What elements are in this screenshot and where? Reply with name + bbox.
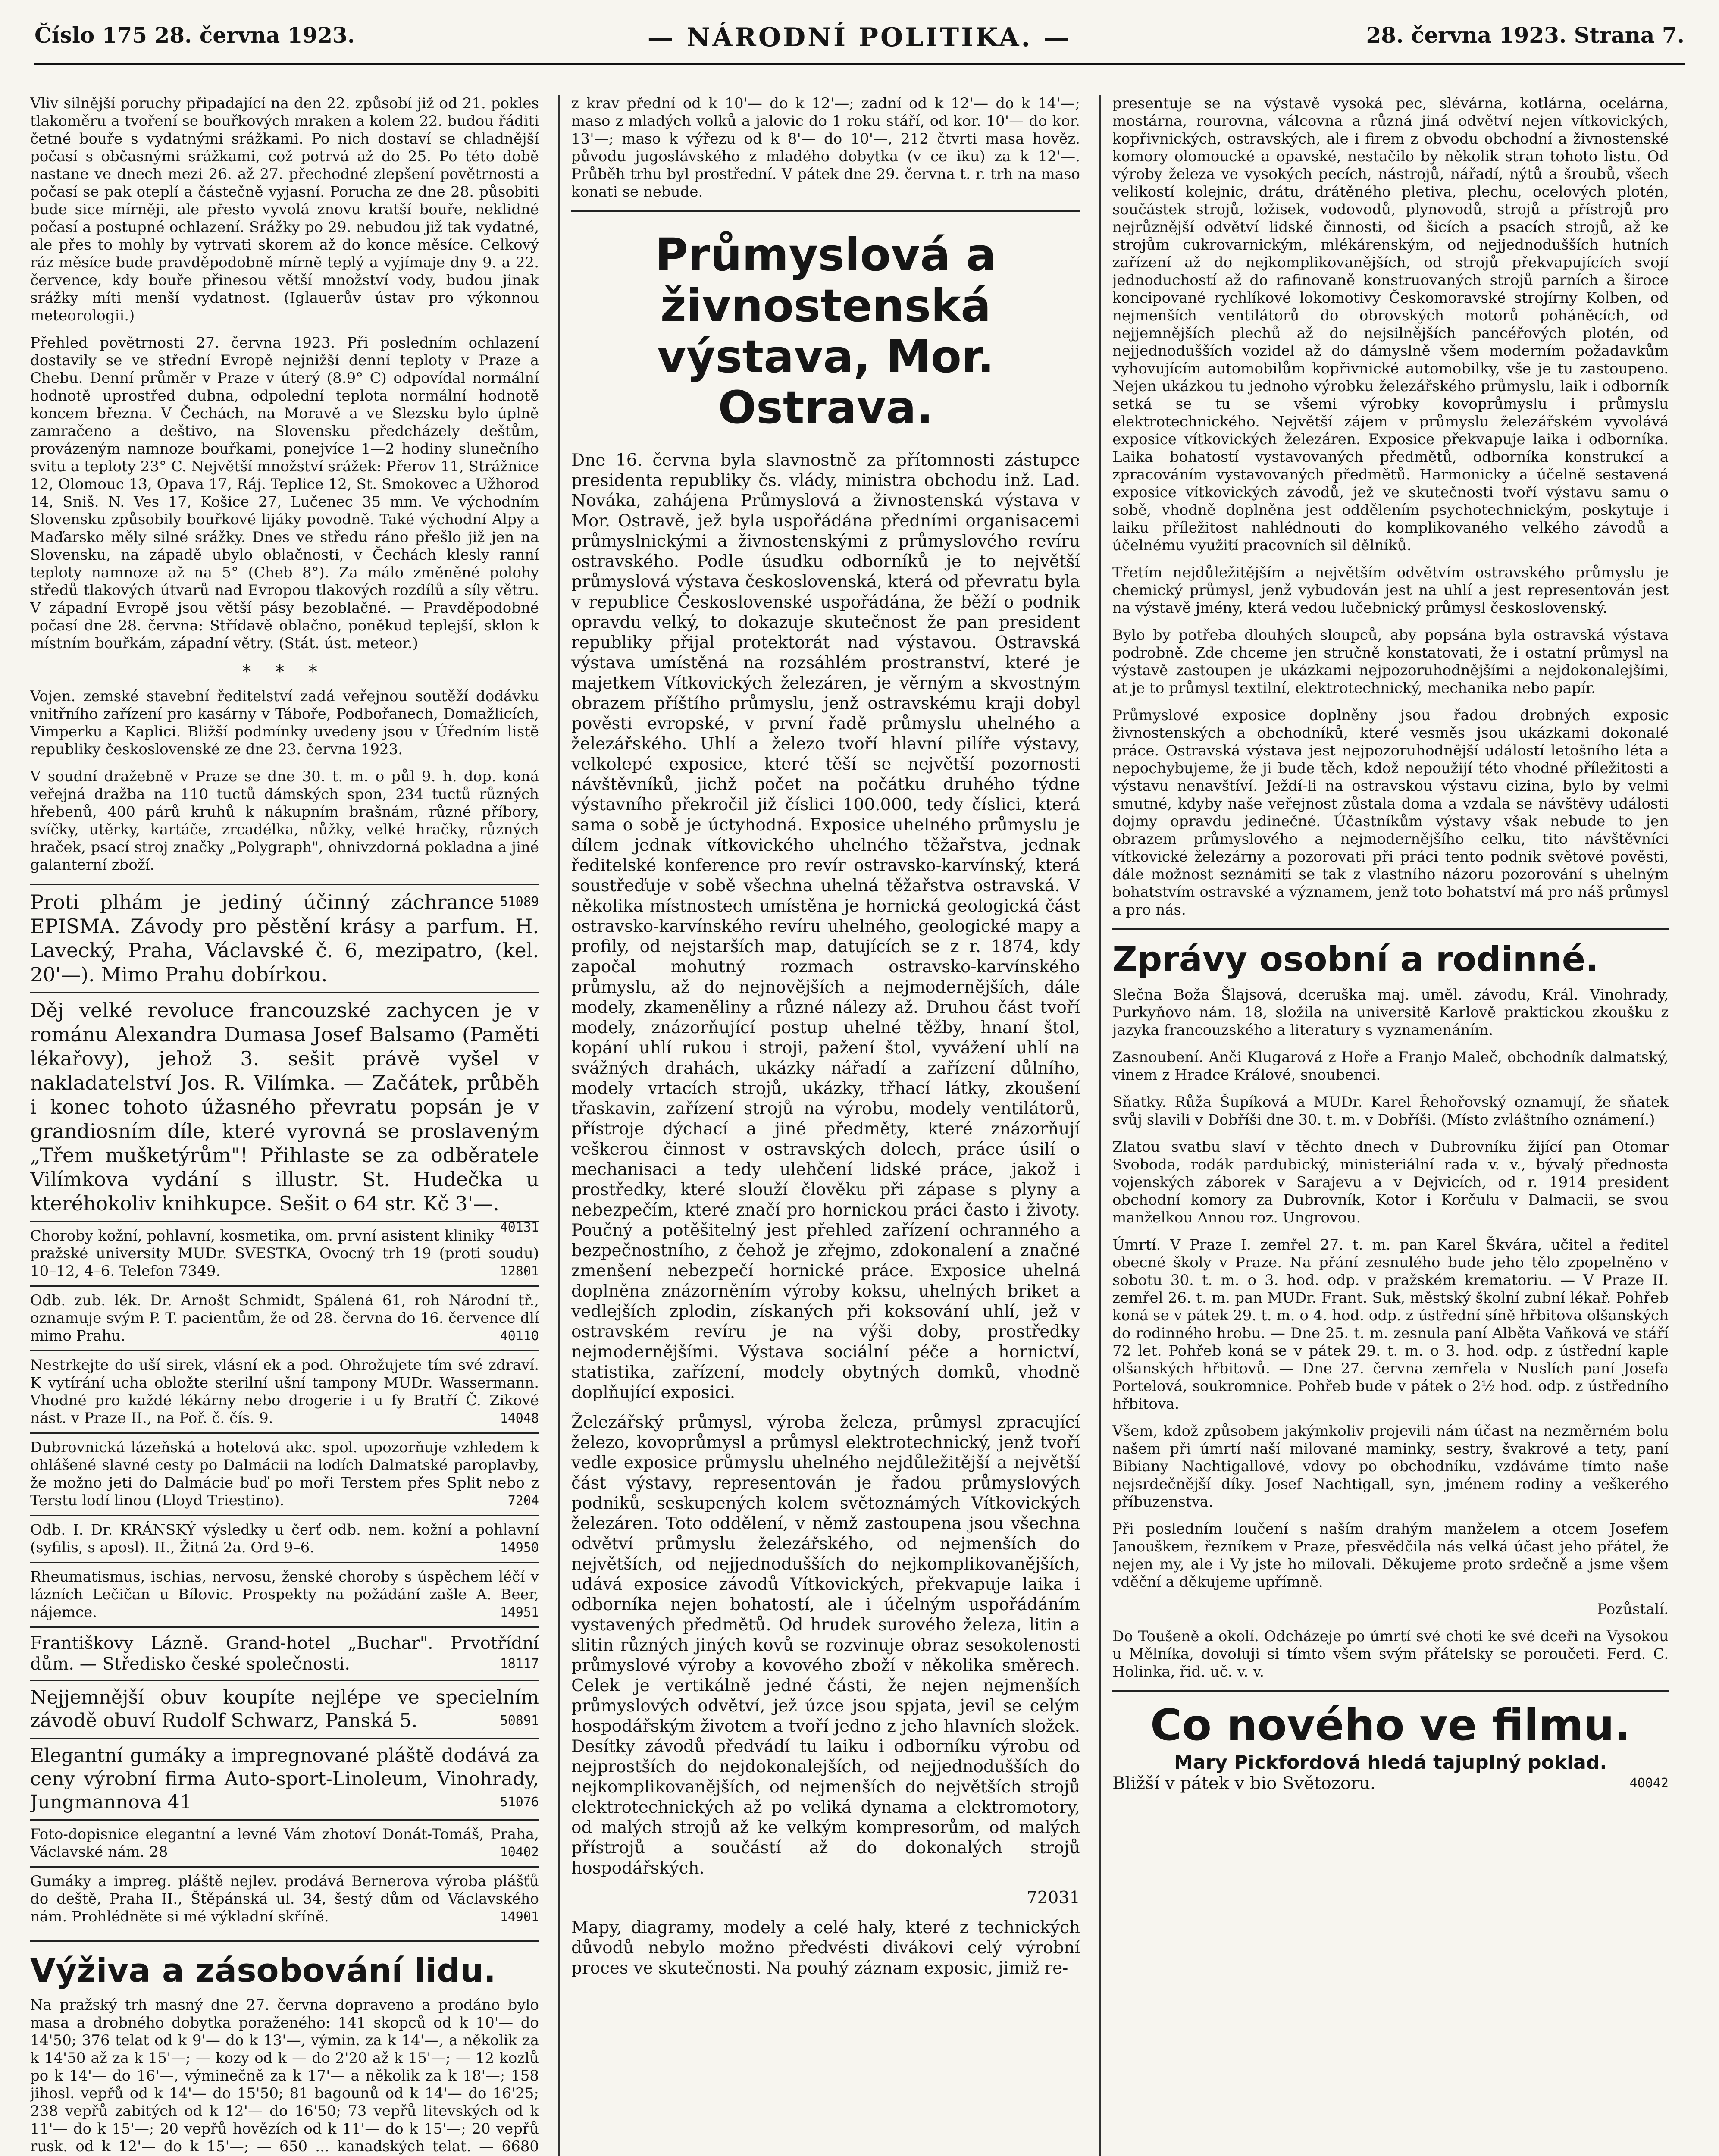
- ad-dubrovnik: [30, 1432, 539, 1515]
- ad-code: 7204: [507, 1493, 539, 1508]
- ad-rheumatism: [30, 1562, 539, 1626]
- column-3: [1112, 95, 1669, 2156]
- notice-military: Vojen. zemské stavební ředitelství zadá veřejnou soutěží dodávku vnitřního zařízení pro kasárny v Táboře, Podbořanech, Domažlicích, Vimperku a Kaplici. Bližší podmínky uvedeny jsou v Úředním listě republiky československé ze dne 23. června 1923.: [30, 688, 539, 758]
- ad-text: Rheumatismus, ischias, nervosu, ženské choroby s úspěchem léčí v lázních Lečičan u Bílovic. Prospekty na požádání zašle A. Beer, nájemce.: [30, 1568, 539, 1621]
- ad-code: 14951: [500, 1605, 539, 1620]
- ad-code: 14950: [500, 1540, 539, 1555]
- section-divider: [1112, 928, 1669, 930]
- exhibition-article-continued: Průmyslové exposice doplněny jsou řadou drobných exposic živnostenských a obchodníků, které vesměs jsou ukázkami dokonalé práce. Ostravská výstava jest nejpozoruhodnější událostí letošního léta a nepochybujeme, že ji bude těch, kdož nepoužijí této vhodné příležitosti a výstavu nenavštíví. Ježdí-li na ostravskou výstavu cizina, bylo by velmi smutné, kdyby naše veřejnost zůstala doma a vzdala se návštěvy události dojmy opravdu jedinečné. Účastníkům výstavy však nebude to jen obrazem průmyslového a nejmodernějšího celku, tito návštěvníci vítkovické železárny a pozorovati při práci tento podnik světové pověsti, dále možnost seznámiti se tak z vlastního názoru pozorování s uhelným bohatstvím ostravské a významem, jenž toto bohatství má pro náš průmysl a pro nás.: [1112, 707, 1669, 918]
- newspaper-title: — NÁRODNÍ POLITIKA. —: [647, 22, 1072, 53]
- ad-code: 14048: [500, 1411, 539, 1426]
- ad-text: Nestrkejte do uší sirek, vlásní ek a pod. Ohrožujete tím své zdraví. K vytírání ucha obložte sterilní ušní tampony MUDr. Wassermann. Vhodné pro každé lékárny nebo drogerie i u fy Bratří Č. Zikové nást. v Praze II., na Poř. č. čís. 9.: [30, 1357, 539, 1427]
- personal-signature: Pozůstalí.: [1597, 1601, 1669, 1618]
- exhibition-article-para: Mapy, diagramy, modely a celé haly, které z technických důvodů nebylo možno předvésti divákovi celý výrobní proces ve skutečnosti. Na pouhý záznam exposic, jimiž re-: [571, 1918, 1080, 1978]
- food-section-title: Výživa a zásobování lidu.: [30, 1951, 496, 1990]
- exhibition-headline: Průmyslová a živnostenská výstava, Mor. Ostrava.: [655, 229, 996, 434]
- personal-item: Zasnoubení. Anči Klugarová z Hoře a Franjo Maleč, obchodník dalmatský, vinem z Hradce Králové, snoubenci.: [1112, 1049, 1669, 1084]
- ad-code: 51076: [500, 1795, 539, 1810]
- ad-code: 40110: [500, 1329, 539, 1344]
- section-divider: [571, 210, 1080, 212]
- notice-auction: V soudní dražebně v Praze se dne 30. t. m. o půl 9. h. dop. koná veřejná dražba na 110 tuctů dámských spon, 234 tuctů různých hřebenů, 400 párů kruhů k nákupním brašnám, různé příbory, svíčky, utěrky, kartáče, zrcadélka, nůžky, velké hračky, různých hraček, psací stroj značky „Polygraph", ohnivzdorná pokladna a jiné galanterní zboží.: [30, 768, 539, 874]
- personal-item: Úmrtí. V Praze I. zemřel 27. t. m. pan Karel Škvára, učitel a ředitel obecné školy v Praze. Na přání zesnulého bude jeho tělo zpopelněno v sobotu 30. t. m. o 3. hod. odp. v pražském krematoriu. — V Praze II. zemřel 26. t. m. pan MUDr. Frant. Suk, městský školní zubní lékař. Pohřeb koná se v pátek 29. t. m. o 4. hod. odp. z ústřední síně hřbitova olšanských do rodinného hrobu. — Dne 25. t. m. zesnula paní Alběta Vaňková ve stáří 72 let. Pohřeb koná se v pátek 29. t. m. o 3. hod. odp. z ústřední kaple olšanských hřbitovů. — Dne 27. června zemřela v Nuslích paní Josefa Portelová, soukromnice. Pohřeb bude v pátek o 2½ hod. odp. z ústředního hřbitova.: [1112, 1236, 1669, 1413]
- ad-balsamo: [30, 992, 539, 1235]
- ad-ear: [30, 1350, 539, 1432]
- ad-text: Elegantní gumáky a impregnované pláště dodává za ceny výrobní firma Auto-sport-Linoleum, Vinohrady, Jungmannova 41: [30, 1745, 539, 1813]
- ad-text: Děj velké revoluce francouzské zachycen je v románu Alexandra Dumasa Josef Balsamo (Paměti lékařovy), jehož 3. sešit právě vyšel v nakladatelství Jos. R. Vilímka. — Začátek, průběh i konec tohoto úžasného převratu popsán je v grandiosním díle, které vyrovná se proslaveným „Třem mušketýrům"! Přihlaste se za odběratele Vilímkova vydání s illustr. St. Hudečka u kteréhokoliv knihkupce. Sešit o 64 str. Kč 3'—.: [30, 999, 539, 1215]
- exhibition-article-continued: presentuje se na výstavě vysoká pec, slévárna, kotlárna, ocelárna, mostárna, rourovna, válcovna a různá jiná odvětví nejen vítkovických, kopřivnických, ostravských, ale i firem z obvodu obchodní a živnostenské komory olomoucké a opavské, nestačilo by několik stran tohoto listu. Od výroby železa ve vysokých pecích, nástrojů, nářadí, nýtů a šroubů, všech velikostí kolejnic, drátu, drátěného pletiva, plechu, ocelových plotén, součástek strojů, ložisek, vodovodů, plynovodů, strojů a přístrojů pro nejrůznější odvětví lidské činnosti, od šicích a psacích strojů, až ke strojům cukrovarnickým, mlékárenským, od nejjednodušších hutních zařízení až do nejkomplikovanějších, od strojů překvapujících svojí jednoduchostí až do rafinovaně konstruovaných strojů parních a široce koncipované rychlíkové lokomotivy Českomoravské strojírny Kolben, od nejmenších ventilátorů do obrovských motorů poháněcích, od nejjemnějších plechů až do nejsilnějších pancéřových plotén, od nejjednodušších vozidel až do dámyslně všem moderním požadavkům vyhovujícím automobilům kopřivnické automobilky, vše je tu zastoupeno. Nejen ukázkou tu jednoho výrobku železářského průmyslu, laik i odborník setká se tu se všemi výrobky kovoprůmyslu i průmyslu elektrotechnického. Největší zájem v průmyslu železářském vyvolává exposice vítkovických železáren. Exposice překvapuje laika i odborníka. Laika bohatostí vystavovaných předmětů, odborníka konstrukcí a zpracováním vystavovaných předmětů. Harmonicky a účelně sestavená exposice vítkovických závodů, jež ve skutečnosti tvoří výstavu samu o sobě, vhodně doplněna jest oddělením psychotechnickým, poskytuje i laiku příležitost nahlédnouti do komplikovaného velkého závodů a účelnému využití pracovních sil dělníků.: [1112, 95, 1669, 554]
- ad-code: 14901: [500, 1909, 539, 1924]
- column-divider: [558, 95, 560, 2156]
- ad-text: Nejjemnější obuv koupíte nejlépe ve specielním závodě obuví Rudolf Schwarz, Panská 5.: [30, 1686, 539, 1732]
- ad-frantiskovy-lazne: [30, 1626, 539, 1680]
- market-report-continued: z krav přední od k 10'— do k 12'—; zadní od k 12'— do k 14'—; maso z mladých volků a jalovic do 1 roku stáří, od kor. 10'— do kor. 13'—; maso k výřezu od k 8'— do 10'—, 212 čtvrti masa hověz. původu jugoslávského z mladého dobytka (v ce iku) za k 12'—. Průběh trhu byl prostřední. V pátek dne 29. června t. r. trh na maso konati se nebude.: [571, 95, 1080, 201]
- ad-code: 12801: [500, 1264, 539, 1279]
- personal-item: Slečna Boža Šlajsová, dceruška maj. uměl. závodu, Král. Vinohrady, Purkyňovo nám. 18, složila na universitě Karlově praktickou zkoušku z jazyka francouzského a literatury s vyznamenáním.: [1112, 986, 1669, 1039]
- food-market-report: Na pražský trh masný dne 27. června dopraveno a prodáno bylo masa a drobného dobytka poraženého: 141 skopců od k 10'— do 14'50; 376 telat od k 9'— do k 13'—, výmin. za k 14'—, a několik za k 14'50 až za k 15'—; — kozy od k — do 2'20 až k 15'—; — 12 kozlů po k 14'— do 16'—, výminečně za k 17'— a několik za k 18'—; 158 jihosl. vepřů od k 14'— do 15'50; 81 bagounů od k 14'— do 16'25; 238 vepřů zabitých od k 12'— do 16'50; 73 vepřů litevských od k 11'— do k 15'—; 20 vepřů hovězích od k 11'— do k 15'—; 20 vepřů rusk. od k 12'— do k 15'—; — 650 ... kanadských telat. — 6680: [30, 1996, 539, 2155]
- article-code: 72031: [1026, 1888, 1080, 1908]
- ad-kransky: [30, 1515, 539, 1562]
- film-ad-headline: Mary Pickfordová hledá tajuplný poklad.: [1174, 1752, 1607, 1774]
- ad-code: 51089: [500, 894, 539, 909]
- ad-dentist: [30, 1285, 539, 1350]
- ad-text: Odb. I. Dr. KRÁNSKÝ výsledky u čerť odb. nem. kožní a pohlavní (syfilis, s aposl). II., Žitná 2a. Ord 9–6.: [30, 1521, 539, 1556]
- page-number: 28. června 1923. Strana 7.: [1366, 22, 1685, 48]
- ad-skin-diseases: [30, 1221, 539, 1285]
- weather-forecast: Vliv silnější poruchy připadající na den 22. způsobí již od 21. pokles tlakoměru a tvoření se bouřkových mraken a kolem 22. budou řáditi četné bouře s vydatnými srážkami. Po nich dostaví se chladnější počasí s občasnými srážkami, což potrvá až do 25. Po této době nastane ve dnech mezi 26. až 27. přechodné zlepšení povětrnosti a počasí se pak oteplí a částečně vyjasní. Porucha ze dne 28. působiti bude sice mírněji, ale přesto vyvolá znovu kratší bouře, neklidné počasí a postupné ochlazení. Srážky po 29. nebudou již tak vydatné, ale přes to mohly by vytrvati skorem až do konce měsíce. Celkový ráz měsíce bude pravděpodobně mírně teplý a vyjímaje dny 9. a 22. července, kdy bouře přinesou větší množství vody, budou jinak srážky míti menší vydatnost. (Iglauerův ústav pro výkonnou meteorologii.): [30, 95, 539, 324]
- film-ad-text: Bližší v pátek v bio Světozoru.: [1112, 1774, 1376, 1793]
- personal-item: Sňatky. Růža Šupíková a MUDr. Karel Řehořovský oznamují, že sňatek svůj slavili v Dobříši dne 30. t. m. v Dobříši. (Místo zvláštního oznámení.): [1112, 1094, 1669, 1128]
- personal-news-title: Zprávy osobní a rodinné.: [1112, 939, 1599, 979]
- exhibition-article-continued: Bylo by potřeba dlouhých sloupců, aby popsána byla ostravská výstava podrobně. Zde chceme jen stručně konstatovati, že i ostatní průmysl na výstavě zastoupen je ukázkami nejpozoruhodnějšími a nejdokonalejšími, at je to průmysl textilní, elektrotechnický, mechanika nebo papír.: [1112, 627, 1669, 697]
- ad-text: Proti plhám je jediný účinný záchrance EPISMA. Závody pro pěstění krásy a parfum. H. Lavecký, Praha, Václavské č. 6, mezipatro, (kel. 20'—). Mimo Prahu dobírkou.: [30, 890, 539, 986]
- personal-item: Zlatou svatbu slaví v těchto dnech v Dubrovníku žijící pan Otomar Svoboda, rodák pardubický, ministeriální rada v. v., bývalý přednosta vojenských záborek v Sarajevu a v Dejvicích, od r. 1914 president obchodní komory za Dubrovník, Kotor i Korčulu v Dalmacii, se svou manželkou Annou roz. Ungrovou.: [1112, 1138, 1669, 1226]
- ad-foto-dopisnice: [30, 1819, 539, 1866]
- column-2: [571, 95, 1080, 2156]
- ad-code: 40042: [1629, 1776, 1669, 1791]
- issue-number: Číslo 175 28. června 1923.: [34, 22, 355, 48]
- column-1: [30, 95, 539, 2156]
- ad-text: Františkovy Lázně. Grand-hotel „Buchar". Prvotřídní dům. — Středisko české společnosti.: [30, 1633, 539, 1674]
- ad-text: Odb. zub. lék. Dr. Arnošt Schmidt, Spálená 61, roh Národní tř., oznamuje svým P. T. pacientům, že od 28. června do 16. července dlí mimo Prahu.: [30, 1292, 539, 1344]
- section-stars: * * *: [242, 662, 327, 682]
- exhibition-article-para: Dne 16. června byla slavnostně za přítomnosti zástupce presidenta republiky čs. vlády, ministra obchodu inž. Lad. Nováka, zahájena Průmyslová a živnostenská výstava v Mor. Ostravě, jež byla uspořádána předními organisacemi průmyslnickými a živnostenskými z průmyslového revíru ostravského. Podle úsudku odborníků je to největší průmyslová výstava československá, která od převratu byla v republice Československé uspořádána, že běží o podnik opravdu velký, to dokazuje skutečnost že pan president republiky přijal protektorát nad výstavou. Ostravská výstava umístěná na rozsáhlém prostranství, které je majetkem Vítkovických železáren, je věrným a skvostným obrazem příštího průmyslu, jenž ostravskému kraji dobyl pověsti evropské, v první řadě průmyslu uhelného a železářského. Uhlí a železo tvoří hlavní pilíře výstavy, velkolepé exposice, které těší se největší pozornosti návštěvníků, jichž počet na počátku druhého týdne výstavního překročil již číslici 100.000, tedy číslici, která sama o sobě je úctyhodná. Exposice uhelného průmyslu je dílem jednak vítkovického uhelného těžařstva, jednak ředitelské konference pro revír ostravsko-karvínský, která soustřeďuje v sobě všechna uhelná těžařstva ostravská. V několika místnostech umístěna je hornická geologická část ostravsko-karvínského revíru uhelného, geologické mapy a profily, od nejstarších map, datujících se z r. 1874, kdy započal mohutný rozmach ostravsko-karvínského průmyslu, až do nejnovějších a nejmodernějších, dále modely, zkameněliny a různé nálezy až. Druhou část tvoří modely, znázorňující postup uhelné těžby, hnaní štol, kopání uhlí rukou i stroji, pažení štol, vyvážení uhlí na svážných drahách, ukázky nářadí a zařízení důlního, modely vrtacích strojů, ukázky, třhací látky, zkoušení třaskavin, zařízení strojů na výrobu, modely ventilátorů, přístroje dýchací a jiné předměty, které znázorňují veškerou činnost v ostravských dolech, práce úsilí o mechanisaci a tedy ulehčení lidské práce, jakož i prostředky, které slouží člověku při zápase s plyny a nebezpečím, které značí pro hornickou práci často i životy. Poučný a potěšitelný jest přehled zařízení ochranného a bezpečnostního, z čehož je zřejmo, zdokonalení a značné zmenšení nebezpečí hornické práce. Exposice uhelná doplněna znázorněním výroby koksu, uhelných briket a vedlejších zplodin, získaných při koksování uhlí, jež v ostravském revíru je na výši doby, prostředky nejmodernějšími. Výstava sociální péče a hornictví, statistika, zařízení, modely obytných domků, vhodně doplňující exposici.: [571, 451, 1080, 1402]
- film-ad-title: Co nového ve filmu.: [1150, 1700, 1631, 1750]
- ad-shoes: [30, 1680, 539, 1738]
- exhibition-article-para: Železářský průmysl, výroba železa, průmysl zpracující železo, kovoprůmysl a průmysl elektrotechnický, jenž tvoří vedle exposice průmyslu uhelného nejdůležitější a největší část výstavy, representován je řadou průmyslových podniků, seskupených kolem světoznámých Vítkovických železáren. Toto oddělení, v němž zastoupena jsou všechna odvětví průmyslu železářského, od nejmenších do největších, od nejjednodušších do nejkomplikovanějších, udává exposice závodů Vítkovických, překvapuje laika i odborníka nejen bohatostí, ale i účelným uspořádáním vystavených předmětů. Od hrudek surového železa, litin a slitin různých jiných kovů se rozvinuje obraz sesokolenosti průmyslové výroby a kovového zboží v několika směrech. Celek je vertikálně jedné části, že nejen nejmenších průmyslových odvětví, jež úzce jsou spjata, jevil se celým hospodářským životem a tvoří jedno z jeho hlavních složek. Desítky závodů předvádí tu laiku i odborníku výrobu od nejprostších do nejdokonalejších, od nejjednodušších do nejkomplikovanějších, od nejmenších do největších strojů elektrotechnických až po veliká dynama a elektromotory, od malých strojů až ke velkým kompresorům, od malých přístrojů a součástí až do dokonalých strojů hospodářských.: [571, 1413, 1080, 1878]
- personal-item: Do Toušeně a okolí. Odcházeje po úmrtí své choti ke své dceři na Vysokou u Mělníka, dovoluji si tímto všem svým přátelsky se poroučeti. Ferd. C. Holinka, řid. uč. v. v.: [1112, 1628, 1669, 1680]
- ad-code: 18117: [500, 1656, 539, 1671]
- weather-overview: Přehled povětrnosti 27. června 1923. Při posledním ochlazení dostavily se ve střední Evropě nejnižší denní teploty v Praze a Chebu. Denní průměr v Praze v úterý (8.9° C) odpovídal normální hodnotě uprostřed dubna, odpolední teplota normální hodnotě koncem března. V Čechách, na Moravě a ve Slezsku bylo úplně zamračeno a deštivo, na Slovensku předcházely deštům, provázeným namnoze bouřkami, ponejvíce 1—2 hodiny slunečního svitu a teploty 23° C. Největší množství srážek: Přerov 11, Strážnice 12, Olomouc 13, Opava 17, Ráj. Teplice 12, St. Smokovec a Užhorod 14, Sniš. N. Ves 17, Košice 27, Lučenec 35 mm. Ve východním Slovensku způsobily bouřkové lijáky povodně. Také východní Alpy a Maďarsko měly silné srážky. Dnes ve středu ráno přešlo již jen na Slovensku, na západě ubylo oblačnosti, v Čechách klesly ranní teploty namnoze až na 5° (Cheb 8°). Za málo změněné polohy středů tlakových útvarů nad Evropou tlakových rozdílů a síly větru. V západní Evropě jsou větší pásy bezoblačné. — Pravděpodobné počasí dne 28. června: Střídavě oblačno, poněkud teplejší, sklon k místním bouřkám, západní větry. (Stát. úst. meteor.): [30, 334, 539, 652]
- ad-code: 50891: [500, 1713, 539, 1728]
- ad-code: 10402: [500, 1845, 539, 1860]
- section-divider: [1112, 1690, 1669, 1692]
- personal-item: Při posledním loučení s naším drahým manželem a otcem Josefem Janouškem, řezníkem v Praze, přesvědčila nás velká účast jeho přátel, že nejen my, ale i Vy jste ho milovali. Děkujeme proto srdečně a jsme všem vděční a děkujeme upřímně.: [1112, 1520, 1669, 1591]
- personal-item: Všem, kdož způsobem jakýmkoliv projevili nám účast na nezměrném bolu našem při úmrtí naší milované maminky, sestry, švakrové a tety, paní Bibiany Nachtigallové, vdovy po obchodníku, vzdáváme tímto naše nejsrdečnější díky. Josef Nachtigall, syn, jménem rodiny a veškerého příbuzenstva.: [1112, 1423, 1669, 1510]
- film-ad: [1112, 1702, 1669, 1794]
- ad-gumaky-autosport: [30, 1738, 539, 1819]
- header-rule: [34, 63, 1685, 65]
- column-divider: [1099, 95, 1101, 2156]
- ad-episma: [30, 884, 539, 992]
- section-divider: [30, 1940, 539, 1942]
- ad-bernerova: [30, 1866, 539, 1931]
- exhibition-article-continued: Třetím nejdůležitějším a největším odvětvím ostravského průmyslu je chemický průmysl, jenž vybudován jest na uhlí a jest representován jest na výstavě jmény, která vedou lučebnický průmysl československý.: [1112, 564, 1669, 617]
- ad-text: Dubrovnická lázeňská a hotelová akc. spol. upozorňuje vzhledem k ohlášené slavné cesty po Dalmácii na lodích Dalmatské paroplavby, že možno jeti do Dalmácie buď po moři Terstem přes Split nebo z Terstu lodí linou (Lloyd Triestino).: [30, 1439, 539, 1509]
- ad-text: Choroby kožní, pohlavní, kosmetika, om. první asistent kliniky pražské university MUDr. SVESTKA, Ovocný trh 19 (proti soudu) 10–12, 4–6. Telefon 7349.: [30, 1227, 539, 1280]
- ad-code: 40131: [500, 1220, 539, 1235]
- ad-text: Gumáky a impreg. pláště nejlev. prodává Bernerova výroba plášťů do deště, Praha II., Štěpánská ul. 34, šestý dům od Václavského nám. Prohlédněte si mé výkladní skříně.: [30, 1873, 539, 1925]
- ad-text: Foto-dopisnice elegantní a levné Vám zhotoví Donát-Tomáš, Praha, Václavské nám. 28: [30, 1826, 539, 1861]
